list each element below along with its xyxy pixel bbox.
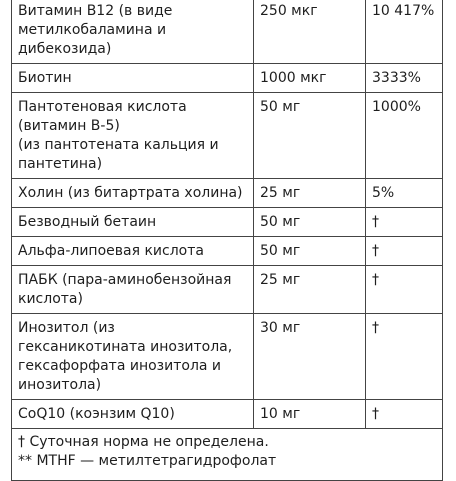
daily-value-cell: † bbox=[366, 400, 443, 429]
amount-cell: 50 мг bbox=[254, 93, 366, 179]
footnote-row bbox=[12, 429, 443, 481]
daily-value-cell: † bbox=[366, 237, 443, 266]
daily-value-cell: 10 417% bbox=[366, 0, 443, 64]
nutrient-name-cell: Альфа-липоевая кислота bbox=[12, 237, 254, 266]
daily-value-cell: 1000% bbox=[366, 93, 443, 179]
nutrient-name-cell: Холин (из битартрата холина) bbox=[12, 179, 254, 208]
table-row bbox=[12, 314, 443, 400]
table-body bbox=[12, 0, 443, 481]
supplement-facts-table-container bbox=[11, 0, 442, 480]
table-row bbox=[12, 266, 443, 314]
nutrient-name-cell: Биотин bbox=[12, 64, 254, 93]
amount-cell: 10 мг bbox=[254, 400, 366, 429]
amount-cell: 25 мг bbox=[254, 266, 366, 314]
footnote-text: ** MTHF — метилтетрагидрофолат bbox=[18, 453, 277, 469]
nutrient-name-cell: CoQ10 (коэнзим Q10) bbox=[12, 400, 254, 429]
daily-value-cell: † bbox=[366, 314, 443, 400]
table-row bbox=[12, 208, 443, 237]
table-row bbox=[12, 93, 443, 179]
supplement-facts-table bbox=[11, 0, 443, 481]
table-row bbox=[12, 0, 443, 64]
footnote-text: † Суточная норма не определена. bbox=[18, 434, 269, 450]
table-row bbox=[12, 400, 443, 429]
footnote-cell bbox=[12, 429, 443, 481]
amount-cell: 50 мг bbox=[254, 208, 366, 237]
amount-cell: 25 мг bbox=[254, 179, 366, 208]
daily-value-cell: 5% bbox=[366, 179, 443, 208]
nutrient-name-cell: Витамин В12 (в виде метилкобаламина и дибекозида) bbox=[12, 0, 254, 64]
daily-value-cell: † bbox=[366, 208, 443, 237]
daily-value-cell: 3333% bbox=[366, 64, 443, 93]
amount-cell: 1000 мкг bbox=[254, 64, 366, 93]
amount-cell: 50 мг bbox=[254, 237, 366, 266]
amount-cell: 30 мг bbox=[254, 314, 366, 400]
nutrient-name-cell: Инозитол (из гексаникотината инозитола, гексафорфата инозитола и инозитола) bbox=[12, 314, 254, 400]
nutrient-name-cell: ПАБК (пара-аминобензойная кислота) bbox=[12, 266, 254, 314]
table-row bbox=[12, 237, 443, 266]
amount-cell: 250 мкг bbox=[254, 0, 366, 64]
table-row bbox=[12, 179, 443, 208]
nutrient-name-cell: Пантотеновая кислота (витамин В-5) (из пантотената кальция и пантетина) bbox=[12, 93, 254, 179]
daily-value-cell: † bbox=[366, 266, 443, 314]
table-row bbox=[12, 64, 443, 93]
nutrient-name-cell: Безводный бетаин bbox=[12, 208, 254, 237]
